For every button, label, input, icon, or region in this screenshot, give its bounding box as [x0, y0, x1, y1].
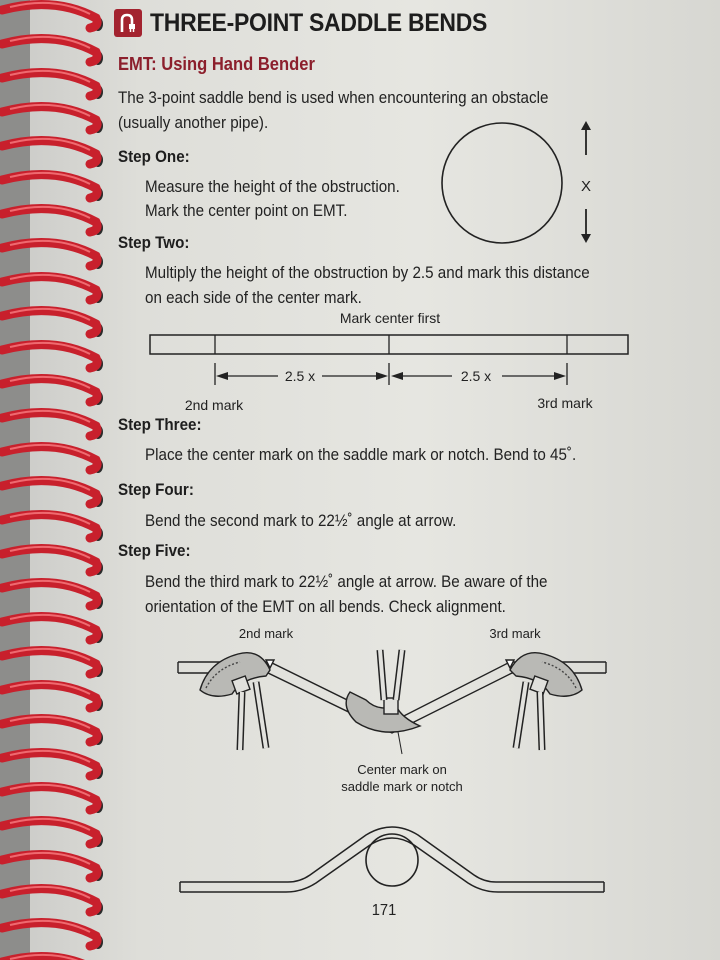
intro-line-2: (usually another pipe). [118, 114, 269, 132]
step-one-heading: Step One: [118, 148, 190, 166]
step-two-line-1: Multiply the height of the obstruction by 2.5 and mark this distance [145, 264, 590, 282]
bend-third-mark-label: 3rd mark [489, 626, 541, 641]
step-one-line-1: Measure the height of the obstruction. [145, 178, 400, 196]
step-one-line-2: Mark the center point on EMT. [145, 202, 348, 220]
step-two-line-2: on each side of the center mark. [145, 289, 362, 307]
page-number: 171 [371, 902, 397, 919]
step-four-heading: Step Four: [118, 481, 194, 499]
spiral-binding [0, 0, 120, 960]
conduit-plug-icon [114, 9, 142, 37]
finished-saddle-diagram [170, 815, 620, 900]
height-down-arrow [581, 209, 591, 243]
right-hand-bender [506, 653, 582, 750]
step-five-line-2: orientation of the EMT on all bends. Check alignment. [145, 598, 506, 616]
bender-diagram [170, 620, 620, 800]
step-two-heading: Step Two: [118, 234, 190, 252]
left-hand-bender [200, 653, 274, 750]
step-four-line-1: Bend the second mark to 22½˚ angle at arrow. [145, 512, 457, 530]
obstruction-pipe [366, 834, 418, 886]
height-up-arrow [581, 121, 591, 155]
marking-diagram [140, 305, 640, 415]
right-distance-label: 2.5 x [460, 368, 492, 384]
center-note-line-1: Center mark on [357, 762, 447, 777]
section-subtitle: EMT: Using Hand Bender [118, 54, 315, 74]
left-distance-label: 2.5 x [284, 368, 316, 384]
center-note-line-2: saddle mark or notch [341, 779, 463, 794]
height-x-label: X [580, 178, 592, 195]
step-five-line-1: Bend the third mark to 22½˚ angle at arrow. Be aware of the [145, 573, 548, 591]
pipe-circle [442, 123, 562, 243]
intro-line-1: The 3-point saddle bend is used when encountering an obstacle [118, 89, 549, 107]
center-hand-bender [346, 650, 420, 754]
page-title: THREE-POINT SADDLE BENDS [150, 8, 488, 37]
center-mark-label: Mark center first [339, 310, 441, 326]
page-header [114, 6, 516, 40]
second-mark-label: 2nd mark [184, 397, 244, 413]
step-three-heading: Step Three: [118, 416, 202, 434]
third-mark-label: 3rd mark [537, 395, 593, 411]
step-three-line-1: Place the center mark on the saddle mark or notch. Bend to 45˚. [145, 446, 577, 464]
obstruction-diagram [430, 115, 610, 255]
bend-second-mark-label: 2nd mark [238, 626, 294, 641]
step-five-heading: Step Five: [118, 542, 191, 560]
saddled-emt-pipe [180, 827, 604, 892]
